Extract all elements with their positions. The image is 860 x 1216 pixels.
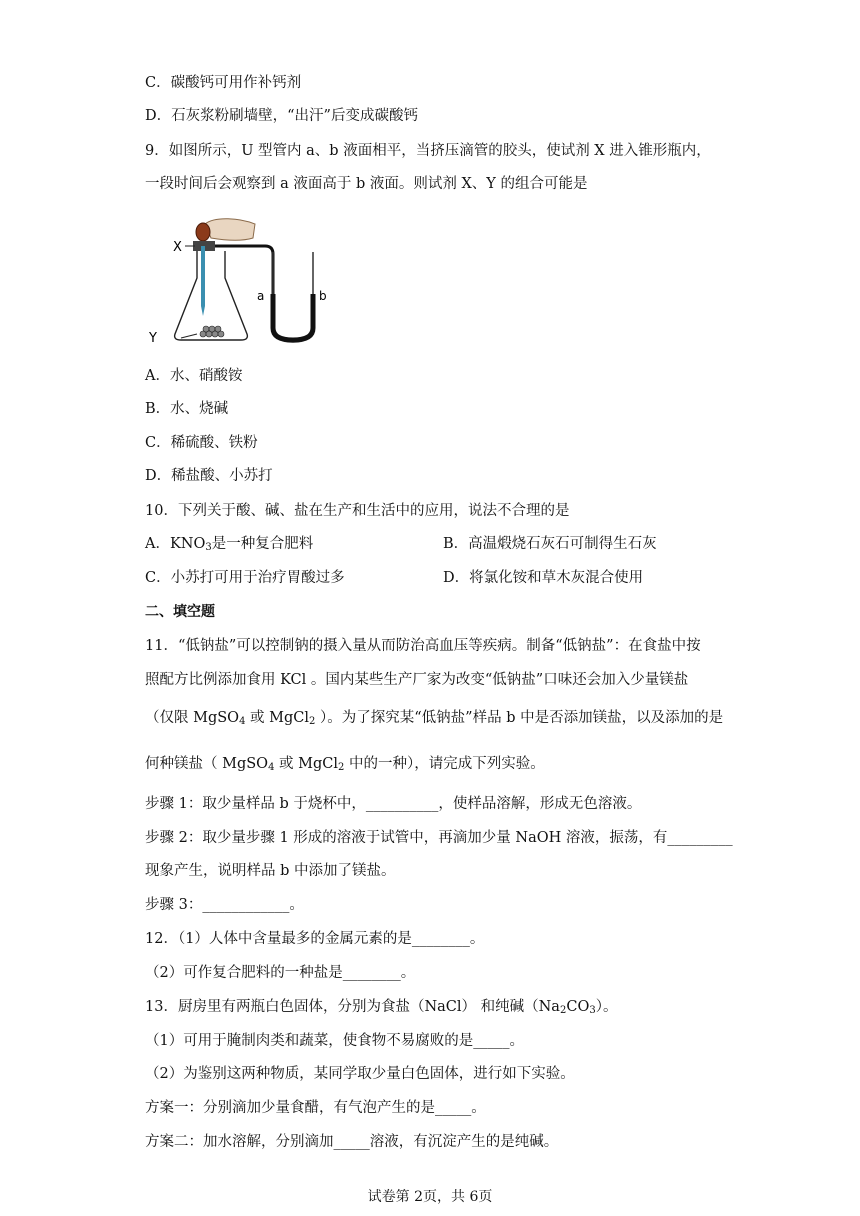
q11-line3: （仅限 MgSO$_4$ 或 MgCl$_2$ ）。为了探究某“低钠盐”样品 b 中是否添加镁盐，以及添加的是	[145, 710, 724, 727]
q9-option-d: D．稀盐酸、小苏打	[145, 468, 273, 484]
q12-part1: 12．（1）人体中含量最多的金属元素的是________。	[145, 931, 485, 947]
label-b: b	[319, 289, 327, 303]
q10-option-a: A．$KNO_3$是一种复合肥料	[145, 536, 314, 553]
q8-option-d: D．石灰浆粉刷墙壁，“出汗”后变成碳酸钙	[145, 108, 418, 124]
q11-line1: 11．“低钠盐”可以控制钠的摄入量从而防治高血压等疾病。制备“低钠盐”：在食盐中按	[145, 638, 701, 654]
q13-plan2: 方案二：加水溶解，分别滴加_____溶液，有沉淀产生的是纯碱。	[145, 1134, 559, 1150]
q8-option-c: C．碳酸钙可用作补钙剂	[145, 75, 302, 91]
q13-plan1: 方案一：分别滴加少量食醋，有气泡产生的是_____。	[145, 1100, 486, 1116]
q9-stem-line1: 9．如图所示，U 型管内 a、b 液面相平，当挤压滴管的胶头，使试剂 X 进入锥形瓶内，	[145, 143, 711, 159]
q9-option-b: B．水、烧碱	[145, 401, 229, 417]
q10-option-c: C．小苏打可用于治疗胃酸过多	[145, 570, 345, 586]
section-heading: 二、填空题	[145, 604, 215, 620]
q12-part2: （2）可作复合肥料的一种盐是________。	[145, 965, 416, 981]
q10-stem: 10．下列关于酸、碱、盐在生产和生活中的应用，说法不合理的是	[145, 503, 570, 519]
label-y: Y	[149, 331, 157, 346]
q11-step2: 步骤 2：取少量步骤 1 形成的溶液于试管中，再滴加少量 NaOH 溶液，振荡，有_________	[145, 830, 733, 846]
q9-apparatus-figure	[145, 216, 345, 356]
q9-option-c: C．稀硫酸、铁粉	[145, 435, 258, 451]
q11-step2-cont: 现象产生，说明样品 b 中添加了镁盐。	[145, 863, 396, 879]
q11-step3: 步骤 3：____________。	[145, 897, 304, 913]
q13-part1: （1）可用于腌制肉类和蔬菜，使食物不易腐败的是_____。	[145, 1033, 524, 1049]
q10-option-d: D．将氯化铵和草木灰混合使用	[443, 570, 644, 586]
q11-line2: 照配方比例添加食用 KCl 。国内某些生产厂家为改变“低钠盐”口味还会加入少量镁盐	[145, 672, 689, 688]
label-x: X	[173, 240, 182, 255]
q11-line4: 何种镁盐（ MgSO$_4$ 或 MgCl$_2$ 中的一种），请完成下列实验。	[145, 756, 545, 773]
page-footer: 试卷第 2页，共 6页	[367, 1189, 493, 1205]
q9-option-a: A．水、硝酸铵	[145, 368, 243, 384]
q13-stem: 13．厨房里有两瓶白色固体，分别为食盐（NaCl） 和纯碱$(Na_2CO_3)$。	[145, 999, 618, 1016]
q9-stem-line2: 一段时间后会观察到 a 液面高于 b 液面。则试剂 X、Y 的组合可能是	[145, 176, 588, 192]
q11-step1: 步骤 1：取少量样品 b 于烧杯中，__________，使样品溶解，形成无色溶液。	[145, 796, 642, 812]
q13-part2: （2）为鉴别这两种物质，某同学取少量白色固体，进行如下实验。	[145, 1066, 575, 1082]
q10-option-b: B．高温煅烧石灰石可制得生石灰	[443, 536, 657, 552]
label-a: a	[257, 289, 265, 303]
